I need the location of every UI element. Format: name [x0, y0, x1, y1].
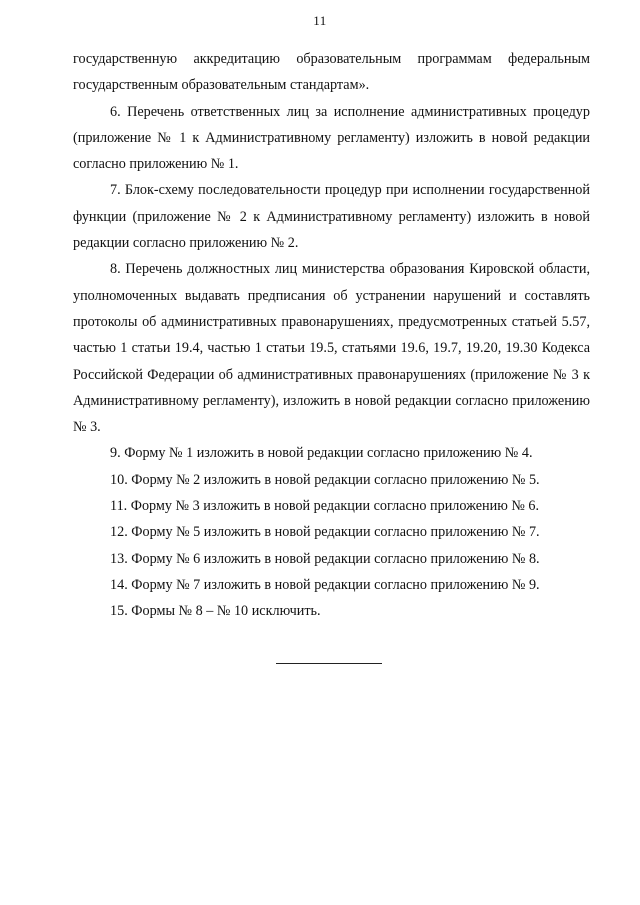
paragraph-item-11: 11. Форму № 3 изложить в новой редакции согласно приложению № 6. — [110, 498, 540, 515]
paragraph-item-7: 7. Блок-схему последовательности процедур при исполнении государственной функции (приложение № 2 к Административному регламенту) изложить в новой редакции согласно приложению № 2. — [73, 182, 590, 252]
paragraph-item-13: 13. Форму № 6 изложить в новой редакции согласно приложению № 8. — [110, 550, 540, 567]
page-number: 11 — [313, 13, 327, 28]
paragraph-item-10: 10. Форму № 2 изложить в новой редакции согласно приложению № 5. — [110, 471, 540, 488]
paragraph-item-15: 15. Формы № 8 – № 10 исключить. — [110, 603, 321, 620]
paragraph-item-6: 6. Перечень ответственных лиц за исполнение административных процедур (приложение № 1 к Административному регламенту) изложить в новой редакции согласно приложению № 1. — [73, 103, 590, 173]
end-of-document-rule — [276, 663, 382, 664]
paragraph-item-8: 8. Перечень должностных лиц министерства образования Кировской области, уполномоченных выдавать предписания об устранении нарушений и составлять протоколы об административных правонарушениях, предусмотренных статьей 5.57, частью 1 статьи 19.4, частью 1 статьи 19.5, статьями 19.6, 19.7, 19.20, 19.30 Кодекса Российской Федерации об административных правонарушениях (приложение № 3 к Административному регламенту), изложить в новой редакции согласно приложению № 3. — [73, 261, 590, 436]
document-body — [73, 46, 590, 625]
paragraph-item-14: 14. Форму № 7 изложить в новой редакции согласно приложению № 9. — [110, 576, 540, 593]
paragraph-item-9: 9. Форму № 1 изложить в новой редакции согласно приложению № 4. — [110, 445, 533, 462]
paragraph-item-12: 12. Форму № 5 изложить в новой редакции согласно приложению № 7. — [110, 524, 540, 541]
paragraph-continuation: государственную аккредитацию образовательным программам федеральным государственным образовательным стандартам». — [73, 51, 590, 94]
